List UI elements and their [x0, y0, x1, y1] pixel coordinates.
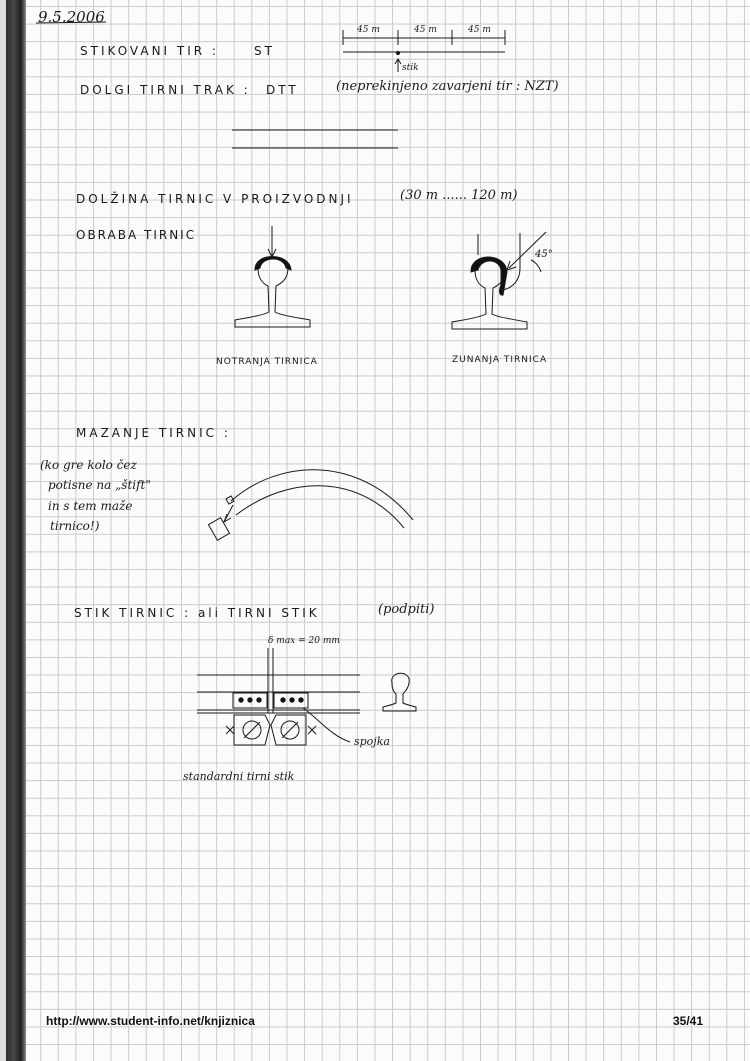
outer-rail-profile: [452, 232, 546, 329]
length-range: (30 m ...... 120 m): [400, 188, 518, 203]
dtt-label: DOLGI TIRNI TRAK :: [80, 83, 251, 97]
joint-heading-paren: (podpiti): [378, 602, 435, 617]
segment-label-1: 45 m: [357, 25, 380, 35]
joint-heading: STIK TIRNIC : ali TIRNI STIK: [74, 606, 320, 620]
length-heading: DOLŽINA TIRNIC V PROIZVODNJI: [76, 192, 354, 206]
dtt-note: (neprekinjeno zavarjeni tir : NZT): [336, 79, 559, 94]
outer-rail-caption: ZUNANJA TIRNICA: [452, 355, 548, 365]
lubrication-heading: MAZANJE TIRNIC :: [76, 426, 231, 440]
segment-dimension-line: [343, 30, 505, 55]
dtt-abbr: DTT: [266, 83, 299, 97]
lubrication-curve: [208, 470, 413, 541]
lubrication-note-line-3: in s tem maže: [48, 499, 133, 513]
joint-clamp-label: spojka: [354, 735, 390, 748]
lubrication-note-line-2: potisne na „štift": [48, 478, 151, 492]
continuous-rail-lines: [232, 130, 398, 148]
inner-rail-caption: NOTRANJA TIRNICA: [216, 357, 318, 367]
wear-heading: OBRABA TIRNIC: [76, 228, 197, 242]
joint-caption: standardni tirni stik: [183, 770, 295, 783]
footer-url: http://www.student-info.net/knjiznica: [46, 1014, 255, 1028]
lubrication-note-line-1: (ko gre kolo čez: [40, 458, 137, 472]
page-number: 35/41: [673, 1014, 704, 1028]
page-date: 9.5.2006: [38, 8, 105, 26]
inner-rail-profile: [235, 226, 310, 327]
wear-angle-label: 45°: [535, 249, 553, 260]
rail-joint-diagram: [197, 648, 416, 745]
segment-label-2: 45 m: [414, 25, 437, 35]
stik-label: stik: [402, 63, 419, 73]
st-abbr: ST: [254, 44, 275, 58]
stik-arrow: [395, 59, 401, 72]
segment-label-3: 45 m: [468, 25, 491, 35]
st-label: STIKOVANI TIR :: [80, 44, 219, 58]
lubrication-note-line-4: tirnico!): [50, 519, 100, 533]
joint-gap-label: δ max = 20 mm: [268, 636, 340, 646]
